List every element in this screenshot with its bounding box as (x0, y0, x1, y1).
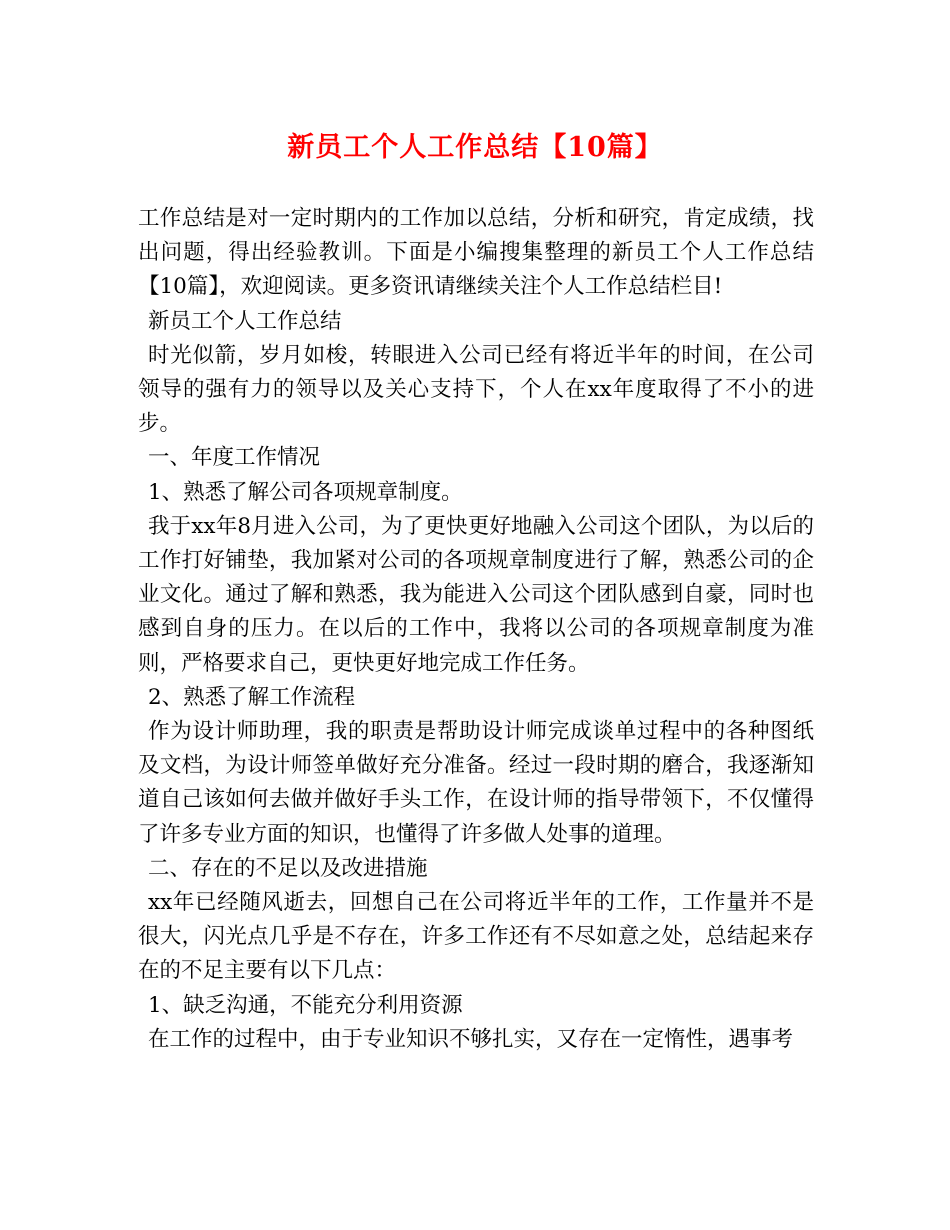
document-title: 新员工个人工作总结【10篇】 (287, 132, 663, 163)
paragraph: 在工作的过程中，由于专业知识不够扎实，又存在一定惰性，遇事考 (148, 1026, 794, 1052)
paragraph: xx年已经随风逝去，回想自己在公司将近半年的工作，工作量并不是很大，闪光点几乎是不存在，许多工作还有不尽如意之处，总结起来存在的不足主要有以下几点： (138, 890, 814, 984)
paragraph: 1、缺乏沟通，不能充分利用资源 (148, 992, 463, 1018)
paragraph: 作为设计师助理，我的职责是帮助设计师完成谈单过程中的各种图纸及文档，为设计师签单做好充分准备。经过一段时期的磨合，我逐渐知道自己该如何去做并做好手头工作，在设计师的指导带领下，不仅懂得了许多专业方面的知识，也懂得了许多做人处事的道理。 (138, 719, 814, 847)
document-body (138, 202, 814, 1057)
paragraph: 1、熟悉了解公司各项规章制度。 (148, 479, 463, 505)
paragraph: 时光似箭，岁月如梭，转眼进入公司已经有将近半年的时间，在公司领导的强有力的领导以及关心支持下，个人在xx年度取得了不小的进步。 (138, 342, 814, 437)
paragraph: 2、熟悉了解工作流程 (148, 684, 356, 710)
paragraph: 一、年度工作情况 (148, 445, 321, 471)
paragraph: 我于xx年8月进入公司，为了更快更好地融入公司这个团队，为以后的工作打好铺垫，我加紧对公司的各项规章制度进行了解，熟悉公司的企业文化。通过了解和熟悉，我为能进入公司这个团队感到自豪，同时也感到自身的压力。在以后的工作中，我将以公司的各项规章制度为准则，严格要求自己，更快更好地完成工作任务。 (138, 513, 814, 676)
paragraph: 二、存在的不足以及改进措施 (148, 855, 428, 881)
paragraph: 新员工个人工作总结 (148, 308, 342, 334)
paragraph: 工作总结是对一定时期内的工作加以总结，分析和研究，肯定成绩，找出问题，得出经验教训。下面是小编搜集整理的新员工个人工作总结【10篇】，欢迎阅读。更多资讯请继续关注个人工作总结栏目! (138, 206, 814, 300)
